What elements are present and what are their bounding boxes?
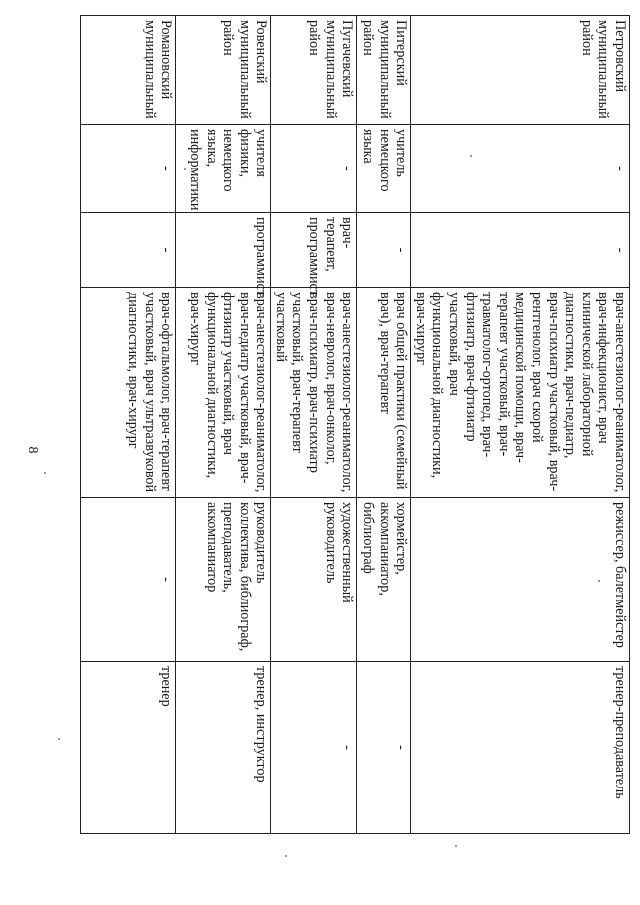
table-row: [176, 16, 271, 834]
sport-cell: тренер: [81, 662, 176, 834]
doctors-cell: врач общей практики (семейный врач), врач-терапевт: [357, 288, 411, 498]
specialists-cell: -: [357, 213, 411, 288]
teachers-cell: -: [271, 125, 357, 213]
teachers-cell: -: [81, 125, 176, 213]
specialists-cell: врач-терапевт, программист: [271, 213, 357, 288]
culture-cell: художественный руководитель: [271, 498, 357, 662]
culture-cell: -: [81, 498, 176, 662]
specialists-cell: программист: [176, 213, 271, 288]
district-cell: Романовский муниципальный: [81, 16, 176, 125]
table-row: [271, 16, 357, 834]
scan-speck: [58, 738, 60, 740]
teachers-cell: -: [411, 125, 630, 213]
doctors-cell: врач-анестезиолог-реаниматолог, врач-невролог, врач-онколог, врач-психиатр, врач-психиатр участковый, врач-терапевт участковый: [271, 288, 357, 498]
scan-speck: [455, 845, 457, 847]
table-row: [357, 16, 411, 834]
teachers-cell: учитель немецкого языка: [357, 125, 411, 213]
district-cell: Петровский муниципальный район: [411, 16, 630, 125]
rotated-page: [80, 15, 630, 833]
scan-speck: [44, 472, 46, 474]
sport-cell: тренер, инструктор: [176, 662, 271, 834]
culture-cell: руководитель коллектива, библиограф, преподаватель, аккомпаниатор: [176, 498, 271, 662]
sport-cell: тренер-преподаватель: [411, 662, 630, 834]
sport-cell: -: [271, 662, 357, 834]
doctors-cell: врач-анестезиолог-реаниматолог, врач-инфекционист, врач клинической лабораторной диагностики, врач-педиатр, врач-психиатр участковый, врач-рентгенолог, врач скорой медицинской помощи, врач-терапевт участковый, врач-травматолог-ортопед, врач-фтизиатр, врач-фтизиатр участковый, врач функциональной диагностики, врач-хирург: [411, 288, 630, 498]
scan-speck: [285, 855, 287, 857]
table-row: [411, 16, 630, 834]
doctors-cell: врач-анестезиолог-реаниматолог, врач-педиатр участковый, врач-фтизиатр участковый, врач функциональной диагностики, врач-хирург: [176, 288, 271, 498]
district-cell: Пугачевский муниципальный район: [271, 16, 357, 125]
specialists-cell: -: [411, 213, 630, 288]
sport-cell: -: [357, 662, 411, 834]
culture-cell: режиссер, балетмейстер: [411, 498, 630, 662]
page-number: 8: [25, 446, 40, 454]
teachers-cell: учителя физики, немецкого языка, информатики: [176, 125, 271, 213]
vacancy-table: [80, 15, 630, 834]
scan-speck: [598, 580, 600, 582]
culture-cell: хормейстер, аккомпаниатор, библиограф: [357, 498, 411, 662]
scan-speck: [470, 155, 472, 157]
specialists-cell: -: [81, 213, 176, 288]
scan-speck: [184, 168, 186, 170]
doctors-cell: врач-офтальмолог, врач-терапевт участковый, врач ультразвуковой диагностики, врач-хирург: [81, 288, 176, 498]
district-cell: Ровенский муниципальный район: [176, 16, 271, 125]
table-row: [81, 16, 176, 834]
district-cell: Питерский муниципальный район: [357, 16, 411, 125]
